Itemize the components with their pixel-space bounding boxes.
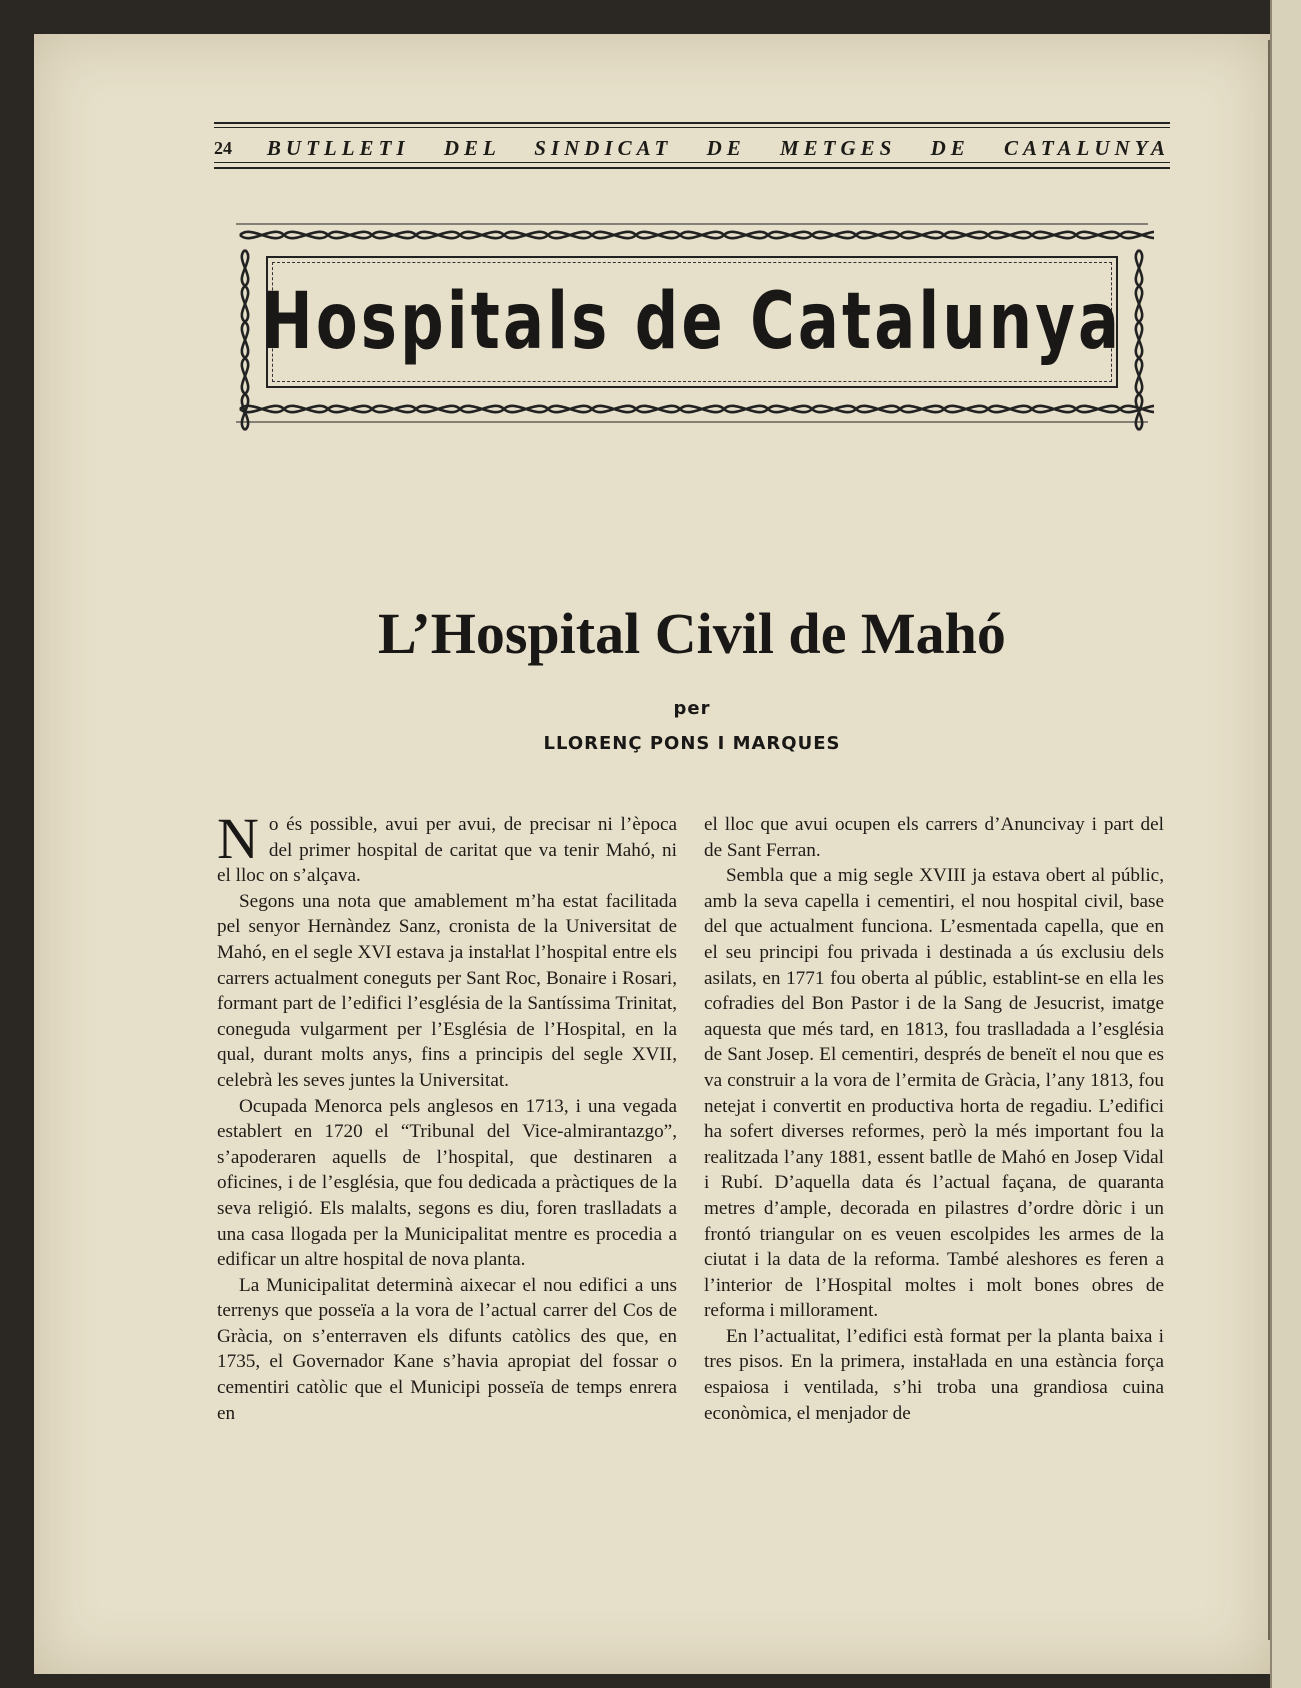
header-rule	[214, 122, 1170, 124]
text-column-left	[217, 806, 677, 1652]
paragraph: En l’actualitat, l’edifici està format per la planta baixa i tres pisos. En la primera, instaŀlada en una estància força espaiosa i ventilada, s’hi troba una grandiosa cuina econòmica, el menjador de	[704, 1325, 1164, 1424]
paragraph: Segons una nota que amablement m’ha estat facilitada pel senyor Hernàndez Sanz, cronista de la Universitat de Mahó, en el segle XVI estava ja instaŀlat l’hospital entre els carrers actualment coneguts per Sant Roc, Bonaire i Rosari, formant part de l’edifici l’església de la Santíssima Trinitat, coneguda vulgarment per l’Església de l’Hospital, en la qual, durant molts anys, fins a principis del segle XVII, celebrà les seves juntes la Universitat.	[217, 890, 677, 1091]
article-author: LLORENÇ PONS I MARQUES	[543, 733, 841, 754]
running-head	[214, 134, 1170, 162]
section-banner	[230, 210, 1154, 436]
section-title: Hospitals de Catalunya	[261, 277, 1123, 367]
paragraph: La Municipalitat determinà aixecar el nou edifici a uns terrenys que posseïa a la vora de l’actual carrer del Cos de Gràcia, on s’enterraven els difunts catòlics des que, en 1735, el Governador Kane s’havia apropiat del fossar o cementiri catòlic que el Municipi posseïa de temps enrera en	[217, 1274, 677, 1424]
paragraph: Sembla que a mig segle XVIII ja estava obert al públic, amb la seva capella i cementiri, el nou hospital civil, base del que actualment funciona. L’esmentada capella, que en el seu principi fou privada i destinada a ús exclusiu dels asilats, en 1771 fou oberta al públic, establint-se en ella les cofradies del Bon Pastor i de la Sang de Jesucrist, imatge aquesta que més tard, en 1813, fou traslladada a l’església de Sant Josep. El cementiri, després de beneït el nou que es va construir a la vora de l’ermita de Gràcia, l’any 1813, fou netejat i convertit en productiva horta de regadiu. L’edifici ha sofert diverses reformes, però la més important fou la realitzada l’any 1881, essent batlle de Mahó en Josep Vidal i Rubí. D’aquella data és l’actual façana, de quaranta metres d’ample, decorada en pilastres d’ordre dòric i un frontó triangular on es veuen escolpides les armes de la ciutat i la data de la reforma. També aleshores es feren a l’interior de l’Hospital moltes i molt bones obres de reforma i millorament.	[704, 865, 1164, 1322]
paragraph: No és possible, avui per avui, de precisar ni l’època del primer hospital de caritat que va tenir Mahó, ni el lloc on s’alçava.	[217, 806, 677, 887]
header-rule	[214, 162, 1170, 163]
paragraph: Ocupada Menorca pels anglesos en 1713, i una vegada establert en 1720 el “Tribunal del Vice-almirantazgo”, s’apoderaren aquells de l’hospital, que destinaren a oficines, i de l’església, que fou dedicada a pràctiques de la seva religió. Els malalts, segons es diu, foren traslladats a una casa llogada per la Municipalitat mentre es procedia a edificar un altre hospital de nova planta.	[217, 1095, 677, 1271]
byline-per: per	[673, 698, 711, 719]
journal-title: BUTLLETI DEL SINDICAT DE METGES DE CATALUNYA	[266, 135, 1170, 160]
text-column-right	[704, 812, 1164, 1652]
page-number: 24	[214, 137, 232, 158]
header-rule	[214, 127, 1170, 128]
header-rule	[214, 167, 1170, 169]
next-page-edge	[1270, 0, 1301, 1688]
paragraph: el lloc que avui ocupen els carrers d’Anuncivay i part del de Sant Ferran.	[704, 814, 1164, 861]
article-title: L’Hospital Civil de Mahó	[378, 601, 1006, 666]
drop-cap: N	[217, 806, 259, 871]
